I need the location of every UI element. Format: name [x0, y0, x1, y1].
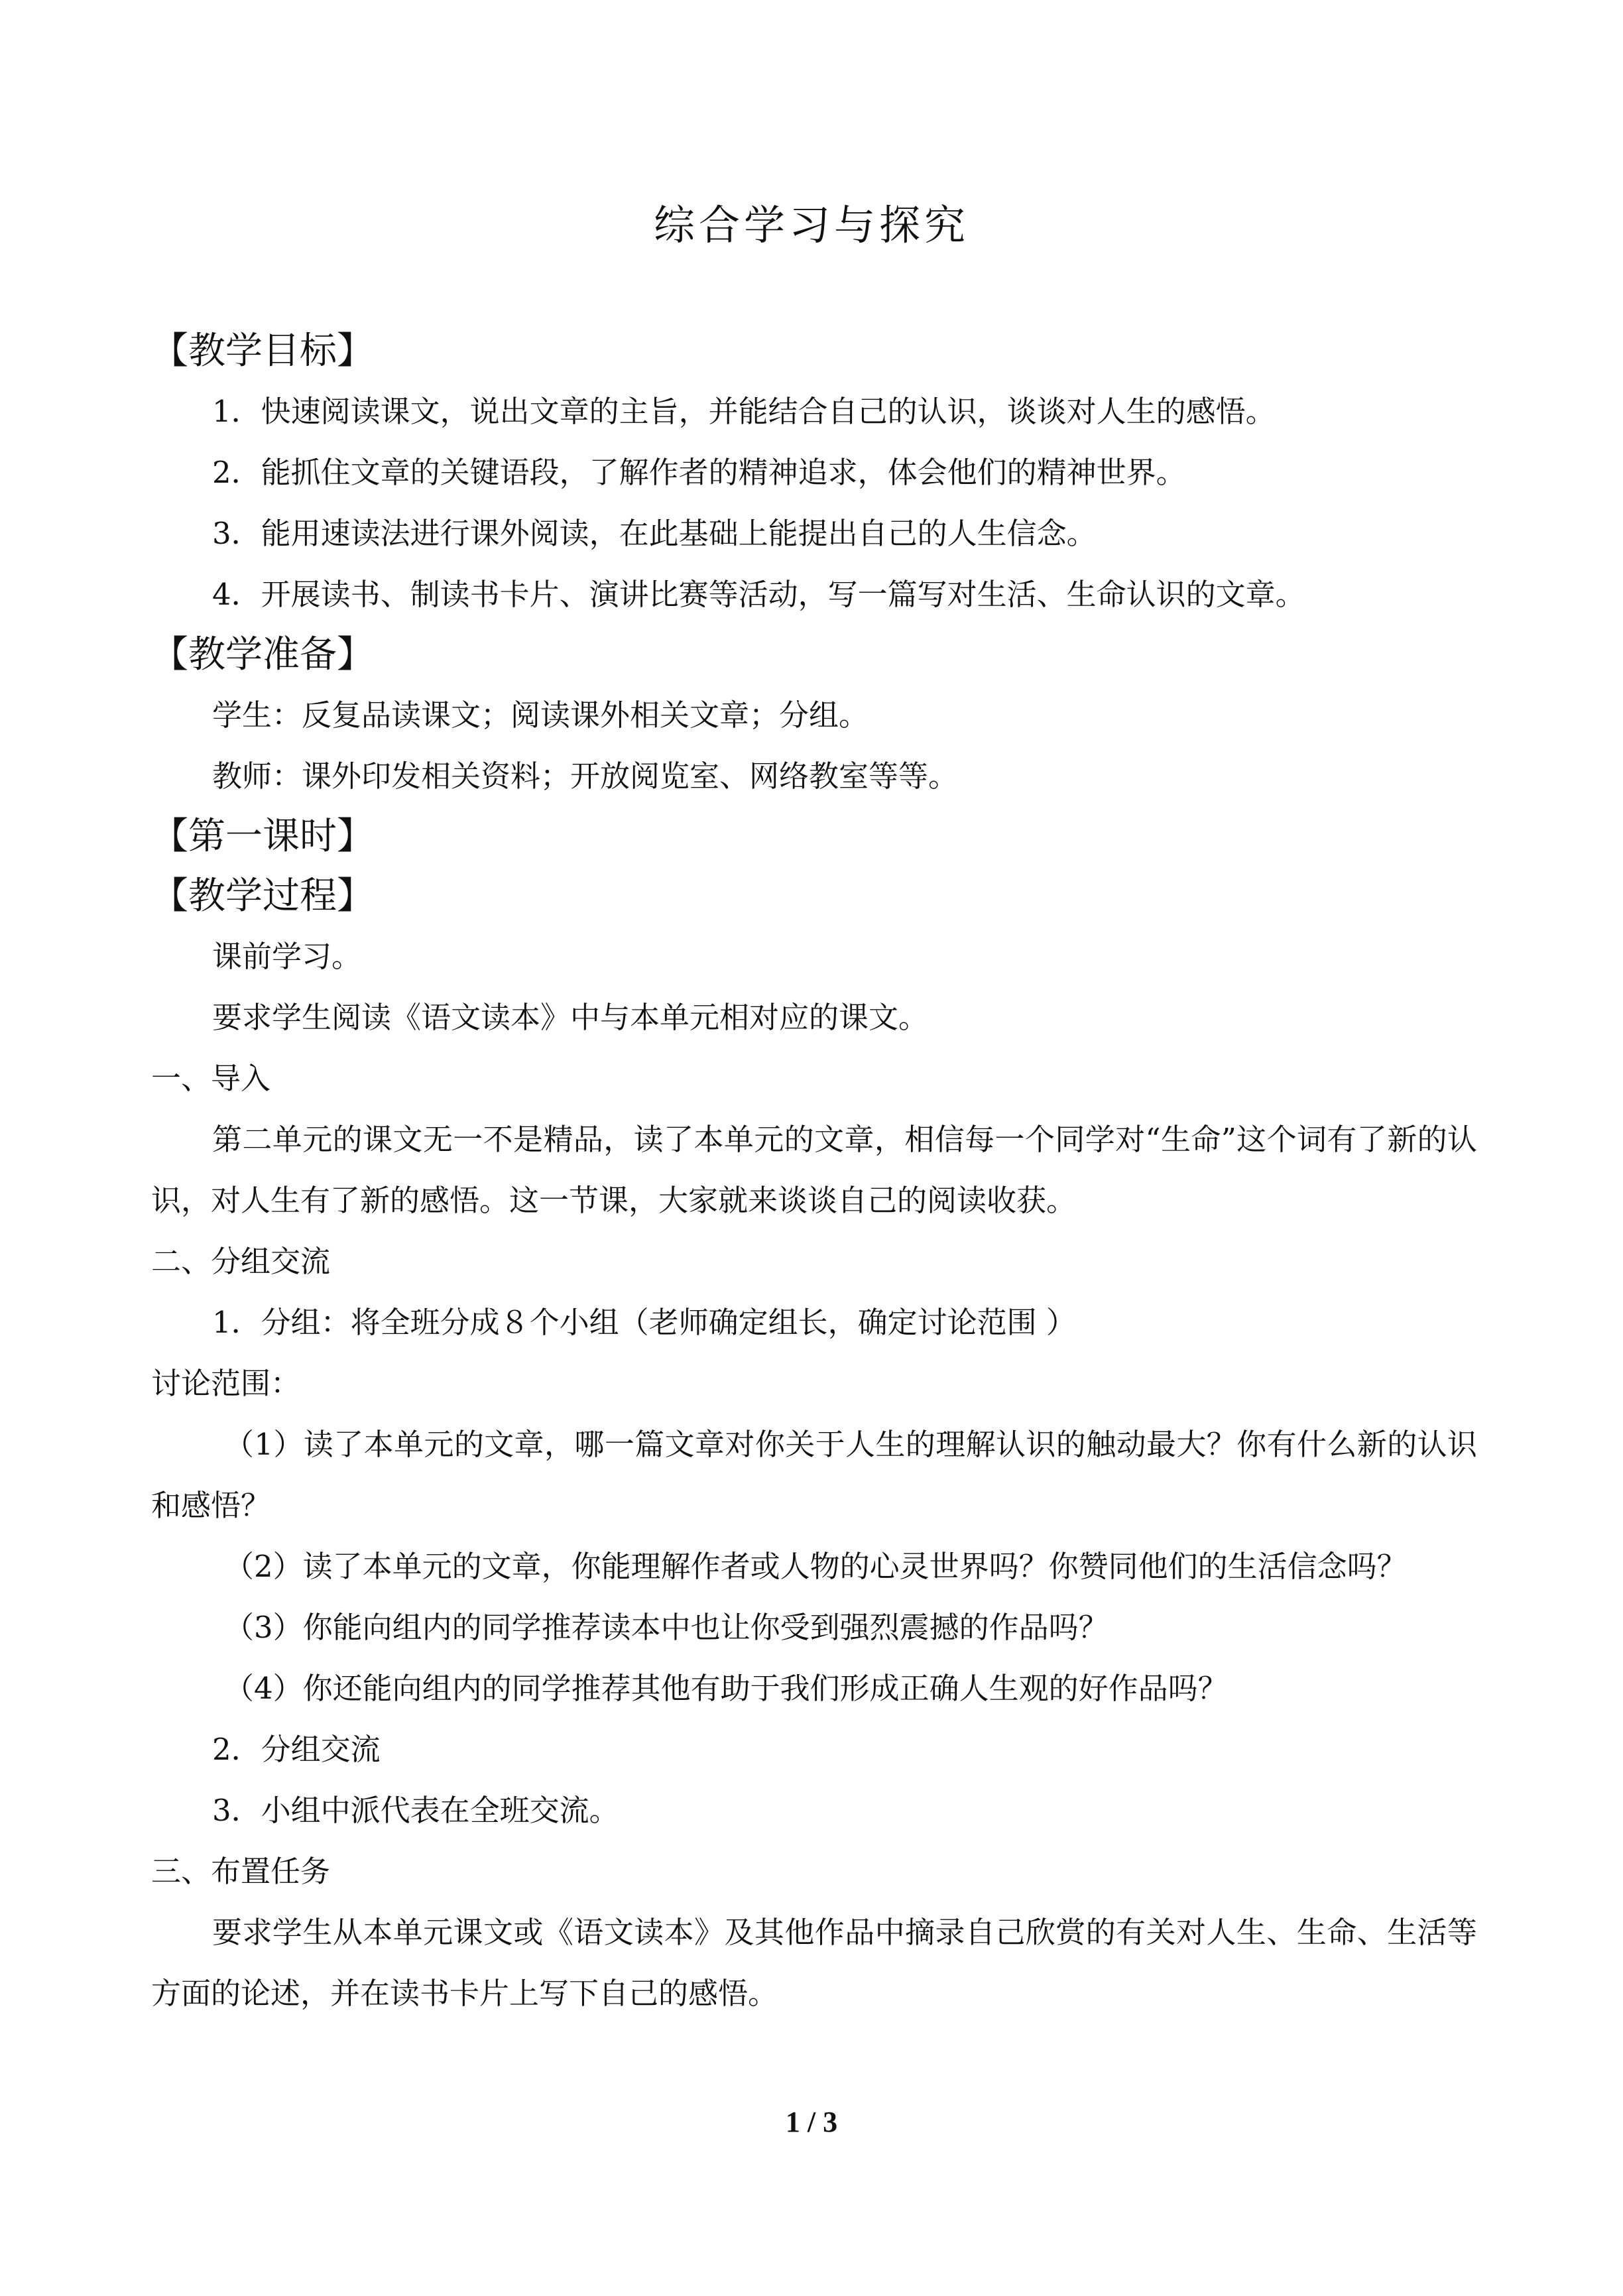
objectives-heading: 【教学目标】: [151, 330, 374, 373]
preparation-item: 教师：课外印发相关资料；开放阅览室、网络教室等等。: [212, 758, 959, 794]
objective-item: 1．快速阅读课文，说出文章的主旨，并能结合自己的认识，谈谈对人生的感悟。: [212, 394, 1276, 429]
pre-study-requirement: 要求学生阅读《语文读本》中与本单元相对应的课文。: [212, 1000, 929, 1035]
part3-paragraph: 要求学生从本单元课文或《语文读本》及其他作品中摘录自己欣赏的有关对人生、生命、生活等方面的论述，并在读书卡片上写下自己的感悟。: [151, 1915, 1477, 2011]
discussion-question: （2）读了本单元的文章，你能理解作者或人物的心灵世界吗？你赞同他们的生活信念吗？: [224, 1549, 1407, 1584]
objective-item: 2．能抓住文章的关键语段，了解作者的精神追求，体会他们的精神世界。: [212, 455, 1186, 490]
lesson-heading: 【第一课时】: [151, 815, 374, 858]
discussion-scope-label: 讨论范围：: [151, 1366, 301, 1401]
part1-heading: 一、导入: [151, 1061, 271, 1096]
part2-step1: 1．分组：将全班分成８个小组（老师确定组长，确定讨论范围 ）: [212, 1305, 1076, 1340]
objective-item: 4．开展读书、制读书卡片、演讲比赛等活动，写一篇写对生活、生命认识的文章。: [212, 577, 1305, 612]
part2-step3: 3．小组中派代表在全班交流。: [212, 1793, 619, 1828]
discussion-question: （4）你还能向组内的同学推荐其他有助于我们形成正确人生观的好作品吗？: [224, 1671, 1228, 1706]
process-heading: 【教学过程】: [151, 875, 374, 918]
part1-paragraph: 第二单元的课文无一不是精品，读了本单元的文章，相信每一个同学对“生命”这个词有了新的认识，对人生有了新的感悟。这一节课，大家就来谈谈自己的阅读收获。: [151, 1122, 1477, 1218]
discussion-question: （3）你能向组内的同学推荐读本中也让你受到强烈震撼的作品吗？: [224, 1610, 1109, 1645]
document-body: [151, 322, 1477, 2024]
pre-study-text: 课前学习。: [212, 939, 362, 974]
page-number: 1 / 3: [785, 2106, 838, 2138]
objective-item: 3．能用速读法进行课外阅读，在此基础上能提出自己的人生信念。: [212, 516, 1097, 551]
part2-heading: 二、分组交流: [151, 1244, 331, 1279]
part2-step2: 2．分组交流: [212, 1732, 381, 1767]
part3-heading: 三、布置任务: [151, 1854, 331, 1889]
preparation-heading: 【教学准备】: [151, 633, 374, 676]
document-title: 综合学习与探究: [653, 201, 969, 249]
preparation-item: 学生：反复品读课文；阅读课外相关文章；分组。: [212, 697, 869, 733]
discussion-question: （1）读了本单元的文章，哪一篇文章对你关于人生的理解认识的触动最大？你有什么新的认识和感悟？: [151, 1427, 1477, 1523]
